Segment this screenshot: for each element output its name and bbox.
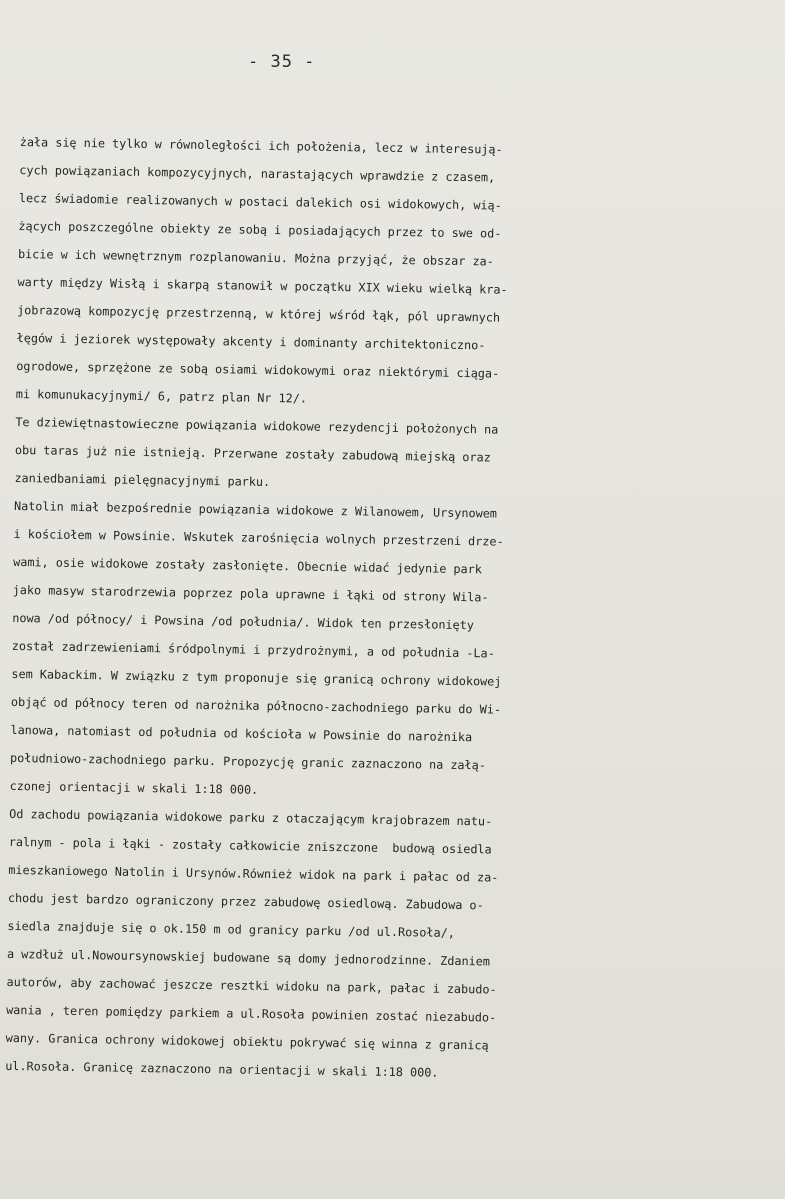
text-line: sem Kabackim. W związku z tym proponuje się granicą ochrony widokowej xyxy=(11,666,502,689)
text-line: warty między Wisłą i skarpą stanowił w początku XIX wieku wielką kra- xyxy=(17,274,508,297)
text-line: południowo-zachodniego parku. Propozycję granic zaznaczono na załą- xyxy=(9,750,487,773)
text-line: czonej orientacji w skali 1:18 000. xyxy=(9,778,259,797)
text-line: lecz świadomie realizowanych w postaci dalekich osi widokowych, wią- xyxy=(18,190,502,213)
text-line: Od zachodu powiązania widokowe parku z otaczającym krajobrazem natu- xyxy=(9,806,493,829)
text-line: został zadrzewieniami śródpolnymi i przydrożnymi, a od południa -La- xyxy=(11,638,495,661)
text-line: cych powiązaniach kompozycyjnych, narastających wprawdzie z czasem, xyxy=(19,162,496,185)
text-line: ogrodowe, sprzężone ze sobą osiami widokowymi oraz niektórymi ciąga- xyxy=(16,358,500,381)
text-line: łęgów i jeziorek występowały akcenty i dominanty architektoniczno- xyxy=(16,330,486,353)
text-line: mi komunukacyjnymi/ 6, patrz plan Nr 12/. xyxy=(15,386,308,406)
text-line: Te dziewiętnastowieczne powiązania widokowe rezydencji położonych na xyxy=(15,414,499,437)
text-line: żących poszczególne obiekty ze sobą i posiadających przez to swe od- xyxy=(18,218,502,241)
text-line: ul.Rosoła. Granicę zaznaczono na orientacji w skali 1:18 000. xyxy=(5,1058,439,1080)
text-line: wania , teren pomiędzy parkiem a ul.Rosoła powinien zostać niezabudo- xyxy=(6,1002,497,1025)
text-line: i kościołem w Powsinie. Wskutek zarośnięcia wolnych przestrzeni drze- xyxy=(13,526,504,549)
text-line: bicie w ich wewnętrznym rozplanowaniu. Można przyjąć, że obszar za- xyxy=(17,246,494,269)
text-line: lanowa, natomiast od południa od kościoła w Powsinie do narożnika xyxy=(10,722,473,745)
text-line: autorów, aby zachować jeszcze resztki widoku na park, pałac i zabudo- xyxy=(6,974,497,997)
text-line: ralnym - pola i łąki - zostały całkowicie zniszczone budową osiedla xyxy=(8,834,492,857)
text-line: wany. Granica ochrony widokowej obiektu pokrywać się winna z granicą xyxy=(5,1030,489,1053)
page-number: - 35 - xyxy=(248,52,316,72)
text-line: nowa /od północy/ i Powsina /od południa/. Widok ten przesłonięty xyxy=(12,610,475,633)
text-line: a wzdłuż ul.Nowoursynowskiej budowane są domy jednorodzinne. Zdaniem xyxy=(6,946,491,969)
text-line: jobrazową kompozycję przestrzenną, w której wśród łąk, pól uprawnych xyxy=(17,302,501,325)
text-line: siedla znajduje się o ok.150 m od granicy parku /od ul.Rosoła/, xyxy=(7,918,455,940)
text-line: obu taras już nie istnieją. Przerwane zostały zabudową miejską oraz xyxy=(14,442,491,465)
text-line: chodu jest bardzo ograniczony przez zabudowę osiedlową. Zabudowa o- xyxy=(7,890,484,913)
text-line: jako masyw starodrzewia poprzez pola uprawne i łąki od strony Wila- xyxy=(12,582,489,605)
text-line: wami, osie widokowe zostały zasłonięte. Obecnie widać jedynie park xyxy=(13,554,483,577)
text-line: mieszkaniowego Natolin i Ursynów.Również widok na park i pałac od za- xyxy=(8,862,499,885)
text-line: żała się nie tylko w równoległości ich położenia, lecz w interesują- xyxy=(19,134,503,157)
text-line: zaniedbaniami pielęgnacyjnymi parku. xyxy=(14,470,271,489)
text-line: objąć od północy teren od narożnika północno-zachodniego parku do Wi- xyxy=(10,694,502,717)
body-text xyxy=(5,128,770,1092)
text-line: Natolin miał bezpośrednie powiązania widokowe z Wilanowem, Ursynowem xyxy=(13,498,498,521)
